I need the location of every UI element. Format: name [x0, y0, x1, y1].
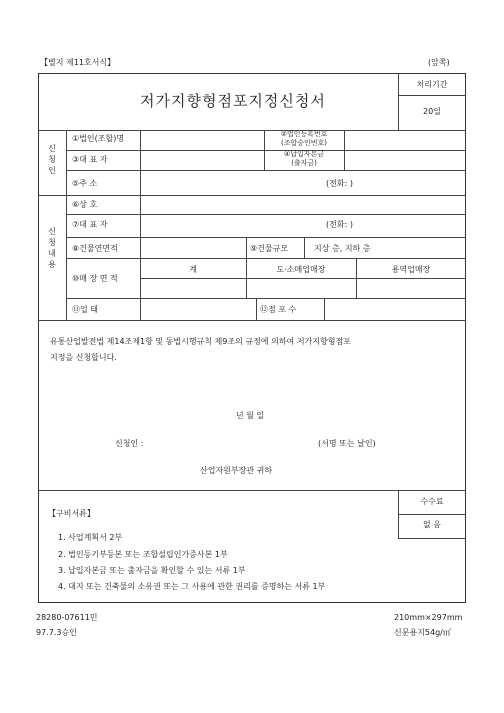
- building-scale-label: ⑨건물규모: [250, 244, 289, 253]
- page-side-label: (앞쪽): [428, 58, 450, 67]
- store-area-col-total: 계: [189, 265, 197, 274]
- required-documents-label: 【구비서류】: [48, 509, 95, 518]
- applicant-section-label: 신청인: [48, 144, 56, 175]
- document-item: 4. 대지 또는 건축물의 소유권 또는 그 사용에 관한 권리를 증명하는 서류 1부: [58, 582, 326, 591]
- content-phone-label: (전화: ): [326, 220, 353, 229]
- corp-name-label: ①법인(조합)명: [72, 134, 125, 143]
- fee-label: 수수료: [420, 497, 444, 506]
- document-item: 2. 법인등기부등본 또는 조합설립인가증사본 1부: [58, 550, 228, 559]
- approval-date: 97.7.3승인: [36, 628, 77, 637]
- applicant-signature-label: 신청인 :: [115, 439, 144, 448]
- capital-label: ④납입자본금: [283, 150, 325, 158]
- processing-period-value: 20일: [423, 107, 441, 116]
- statement-line-2: 지정을 신청합니다.: [50, 353, 117, 362]
- form-number: 【별지 제11호서식】: [40, 58, 116, 67]
- paper-size: 210mm×297mm: [394, 613, 463, 622]
- applicant-phone-label: (전화: ): [326, 179, 353, 188]
- form-title: 저가지향형점포지정신청서: [140, 92, 326, 110]
- form-code: 28280-07611민: [36, 613, 98, 622]
- addressee: 산업자원부장관 귀하: [200, 466, 273, 475]
- content-section-label: 신청내용: [48, 227, 56, 269]
- statement-line-1: 유통산업발전법 제14조제1항 및 동법시행규칙 제9조의 규정에 의하여 저가지향형점포: [50, 337, 351, 346]
- store-area-col-wholesale: 도·소매업매장: [276, 265, 326, 274]
- paper-type: 신문용지54g/㎡: [394, 628, 451, 637]
- fee-value: 없 음: [423, 520, 441, 529]
- reg-no-label: ②법인등록번호: [280, 130, 328, 138]
- reg-no-sub-label: (조합승인번호): [280, 139, 328, 147]
- business-type-label: ⑪업 태: [72, 305, 98, 314]
- signature-note: (서명 또는 날인): [318, 439, 376, 448]
- trade-name-label: ⑥상 호: [72, 200, 98, 209]
- applicant-address-label: ⑤주 소: [72, 179, 98, 188]
- applicant-rep-label: ③대 표 자: [72, 155, 108, 164]
- building-scale-value: 지상 층, 지하 층: [314, 244, 371, 253]
- content-rep-label: ⑦대 표 자: [72, 220, 108, 229]
- store-area-label: ⑩매 장 면 적: [72, 274, 118, 283]
- processing-period-label: 처리기간: [416, 80, 448, 89]
- document-item: 3. 납입자본금 또는 출자금을 확인할 수 있는 서류 1부: [58, 566, 246, 575]
- document-item: 1. 사업계획서 2부: [58, 533, 123, 542]
- capital-sub-label: (출자금): [291, 159, 317, 167]
- store-area-col-service: 용역업매장: [391, 265, 431, 274]
- floor-area-label: ⑧건물연면적: [72, 244, 118, 253]
- application-date: 년 월 일: [235, 411, 265, 420]
- store-count-label: ⑫점 포 수: [260, 305, 297, 314]
